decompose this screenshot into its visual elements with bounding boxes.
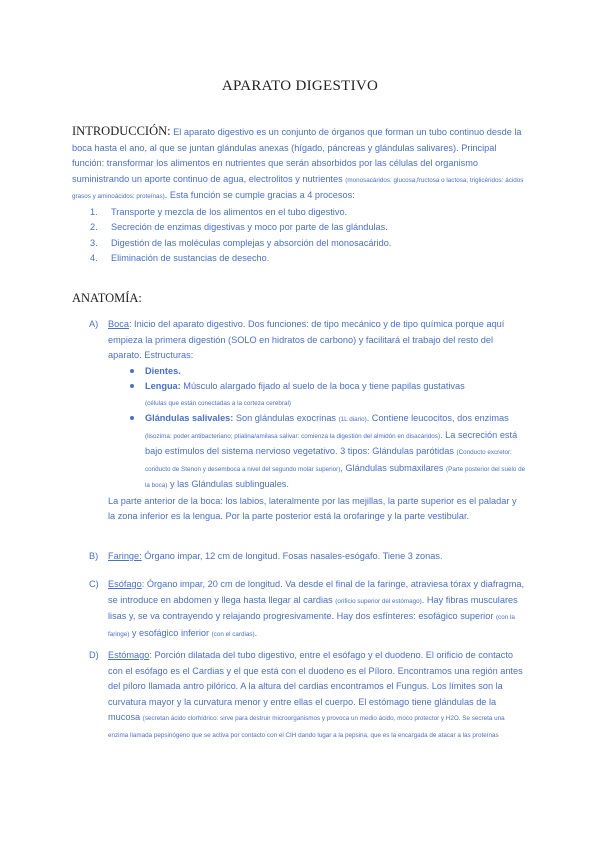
intro-small: (monosacáridos: glucosa,fructosa o lactosa; triglicéridos: ácidos grasos y aminoácidos: proteínas)	[72, 176, 524, 200]
intro-heading: INTRODUCCIÓN:	[72, 124, 171, 138]
section-marker: D)	[89, 650, 99, 660]
list-item: 4. Eliminación de sustancias de desecho.	[90, 253, 270, 263]
section-estomago: D) Estómago: Porción dilatada del tubo digestivo, entre el esófago y el duodeno. El orificio de contacto con el esófago es el Cardias y el que está con el duodeno es el Píloro. Encontramos una región antes del píloro llamada antro pilórico. A la altura del cardias encontramos el Fungus. Los límites son la curvatura mayor y la curvatura menor y entre ellas el cuerpo. El estómago tiene glándulas de la mucosa (secretan ácido clorhídrico: sirve para destruir microorganismos y provoca un medio ácido, moco protector y H2O. Se secreta una enzima llamada pepsinógeno que se activa por contacto con el CIH dando lugar a la pepsina, que es la encargada de atacar a las proteínas	[89, 650, 523, 739]
list-item: Dientes.	[145, 364, 526, 380]
list-item: Glándulas salivales: Son glándulas exocrinas (1L diario). Contiene leucocitos, dos enzimas (lisozima: poder antibacteriano; ptialina/amilasa salivar: comienza la digestión del almidón en disacáridos). La secreción está bajo estímulos del sistema nervioso vegetativo. 3 tipos: Glándulas parótidas (Conducto excretor: conducto de Stenon y desemboca a nivel del segundo molar superior), Glándulas submaxilares (Parte posterior del suelo de la boca) y las Glándulas sublinguales.	[145, 411, 526, 494]
intro-process-list	[90, 205, 528, 267]
section-faringe: B) Faringe: Órgano impar, 12 cm de longitud. Fosas nasales-esógafo. Tiene 3 zonas.	[108, 549, 526, 565]
section-marker: B)	[89, 551, 99, 561]
list-item: 1. Transporte y mezcla de los alimentos en el tubo digestivo.	[90, 206, 348, 217]
section-label-estomago: Estómago	[108, 650, 150, 660]
boca-after-text: La parte anterior de la boca: los labios, lateralmente por las mejillas, la parte superior es el paladar y la zona inferior es la lengua. Por la parte posterior está la orofaringe y la parte vestibular.	[108, 495, 517, 521]
page-title: APARATO DIGESTIVO	[221, 78, 379, 94]
list-item: Lengua: Músculo alargado fijado al suelo de la boca y tiene papilas gustativas (células que están conectadas a la corteza cerebral)	[145, 379, 526, 411]
list-item: 3. Digestión de las moléculas complejas y absorción del monosacárido.	[90, 237, 392, 248]
section-boca: A) Boca: Inicio del aparato digestivo. Dos funciones: de tipo mecánico y de tipo química porque aquí empieza la primera digestión (SOLO en hidratos de carbono) y facilitará el trabajo del resto del aparato. Estructuras: Dientes. Lengua: Músculo alargado fijado al suelo de la boca y tiene papilas gustativas (células que están conectadas a la corteza cerebral) Glándulas salivales: Son glándulas exocrinas (1L diario). Contiene leucocitos, dos enzimas (lisozima: poder antibacteriano; ptialina/amilasa salivar: comienza la digestión del almidón en disacáridos). La secreción está bajo estímulos del sistema nervioso vegetativo. 3 tipos: Glándulas parótidas (Conducto excretor: conducto de Stenon y desemboca a nivel del segundo molar superior), Glándulas submaxilares (Parte posterior del suelo de la boca) y las Glándulas sublinguales. La parte anterior de la boca: los labios, lateralmente por las mejillas, la parte superior es el paladar y la zona inferior es la lengua. Por la parte posterior está la orofaringe y la parte vestibular.	[108, 317, 526, 525]
section-label-esofago: Esófago	[108, 579, 142, 589]
section-esofago: C) Esófago: Órgano impar, 20 cm de longitud. Va desde el final de la faringe, atraviesa tórax y diafragma, se introduce en abdomen y llega hasta llegar al cardias (orificio superior del estómago). Hay fibras musculares lisas y, se va contrayendo y relajando progresivamente. Hay dos esfínteres: esofágico superior (con la faringe) y esofágico inferior (con el cardias).	[89, 579, 525, 638]
section-marker: A)	[89, 319, 99, 329]
section-marker: C)	[89, 579, 99, 589]
section-label-faringe: Faringe:	[108, 551, 142, 561]
intro-text-2: . Esta función se cumple gracias a 4 procesos:	[164, 190, 355, 200]
intro-section	[72, 124, 528, 267]
anatomia-heading: ANATOMÍA:	[72, 291, 142, 305]
list-item: 2. Secreción de enzimas digestivas y moco por parte de las glándulas.	[90, 222, 388, 232]
intro-text-1: El aparato digestivo es un conjunto de órganos que forman un tubo continuo desde la boca hasta el ano, al que se juntan glándulas anexas (hígado, páncreas y glándulas salivares). Principal función: transformar los alimentos en nutrientes que serán absorbidos por las células del organismo suministrando un aporte continuo de agua, electrolitos y nutrientes	[72, 127, 522, 184]
section-label-boca: Boca	[108, 319, 129, 329]
boca-structures-list	[108, 364, 526, 494]
